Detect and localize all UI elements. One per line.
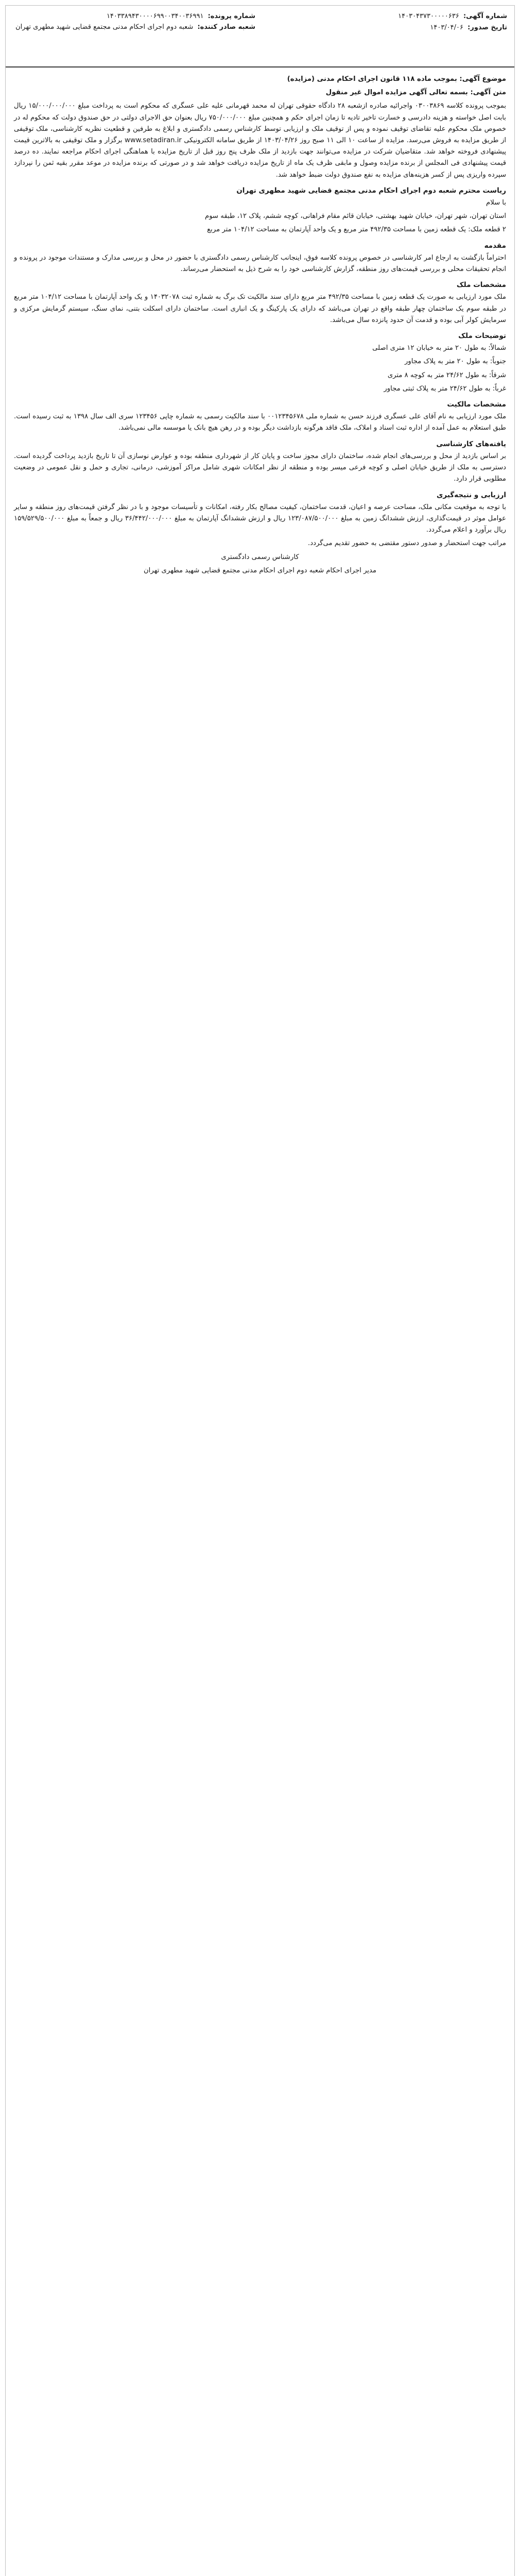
notice-number-row (265, 11, 507, 22)
sender-row (13, 22, 255, 32)
issue-date-label: تاریخ صدور: (467, 24, 507, 31)
intro-paragraph: بموجب پرونده کلاسه ۰۳۰۰۳۸۶۹ واجرائیه صادره ازشعبه ۲۸ دادگاه حقوقی تهران له محمد قهرمانی علیه علی عسگری که محکوم است به پرداخت مبلغ ۱۵/۰۰۰/۰۰۰/۰۰۰ ریال بابت اصل خواسته و هزینه دادرسی و خسارت تاخیر تادیه تا زمان اجرای حکم و همچنین مبلغ ۷۵۰/۰۰۰/۰۰۰ ریال بعنوان حق الاجرای دولتی در حق صندوق دولت که محکوم له در خصوص ملک محکوم علیه تقاضای توقیف نموده و پس از توقیف ملک و ارزیابی توسط کارشناس رسمی دادگستری و ابلاغ به طرفین و قطعیت نظریه کارشناسی، ملک توقیفی از طریق مزایده به فروش می‌رسد. مزایده از ساعت ۱۰ الی ۱۱ صبح روز ۱۴۰۳/۰۴/۲۶ از طریق سامانه الکترونیکی www.setadiran.ir برگزار و ملک توقیفی به بالاترین قیمت پیشنهادی فروخته خواهد شد. متقاضیان شرکت در مزایده می‌توانند جهت بازدید از ملک ظرف پنج روز قبل از تاریخ مزایده با هماهنگی اجرای احکام مراجعه نمایند. ده درصد قیمت پیشنهادی فی المجلس از برنده مزایده وصول و مابقی ظرف یک ماه از تاریخ مزایده دریافت خواهد شد و در صورتی که برنده مزایده در موعد مقرر بقیه ثمن را نپردازد سپرده واریزی پس از کسر هزینه‌های مزایده به نفع صندوق دولت ضبط خواهد شد. (14, 102, 507, 179)
final-note: مدیر اجرای احکام شعبه دوم اجرای احکام مدنی مجتمع قضایی شهید مطهری تهران (143, 566, 377, 574)
boundary-line: غرباً: به طول ۲۴/۶۲ متر به پلاک ثبتی مجاور (384, 384, 506, 393)
issue-date-value: ۱۴۰۳/۰۴/۰۶ (430, 24, 463, 31)
intro-body: احتراماً بازگشت به ارجاع امر کارشناسی در خصوص پرونده کلاسه فوق، اینجانب کارشناس رسمی دادگستری با حضور در محل و بررسی مدارک و مستندات موجود در پرونده و انجام تحقیقات محلی و بررسی قیمت‌های روز منطقه، گزارش کارشناسی خود را به شرح ذیل به استحضار می‌رساند. (14, 253, 506, 274)
heading-intro: مقدمه (484, 241, 506, 250)
heading-property: مشخصات ملک (456, 281, 506, 290)
findings-body: بر اساس بازدید از محل و بررسی‌های انجام شده، ساختمان دارای مجوز ساخت و پایان کار از شهرداری منطقه بوده و عوارض نوسازی آن تا تاریخ بازدید پرداخت گردیده است. دسترسی به ملک از طریق خیابان اصلی و کوچه فرعی میسر بوده و منطقه از نظر امکانات شهری شامل مراکز آموزشی، درمانی، تجاری و حمل و نقل عمومی در وضعیت مطلوبی قرار دارد. (14, 452, 506, 483)
heading-description: توضیحات ملک (458, 332, 506, 341)
heading-valuation: ارزیابی و نتیجه‌گیری (437, 490, 506, 499)
header-right-column (265, 11, 507, 62)
document-page (5, 5, 515, 2576)
issue-date-row (265, 22, 507, 33)
notice-text-label: متن آگهی: بسمه تعالی آگهی مزایده اموال غیر منقول (325, 89, 506, 97)
court-title: ریاست محترم شعبه دوم اجرای احکام مدنی مجتمع قضایی شهید مطهری تهران (236, 186, 506, 195)
valuation-body: با توجه به موقعیت مکانی ملک، مساحت عرصه و اعیان، قدمت ساختمان، کیفیت مصالح بکار رفته، امکانات و تأسیسات موجود و با در نظر گرفتن قیمت‌های روز منطقه و سایر عوامل موثر در قیمت‌گذاری، ارزش ششدانگ زمین به مبلغ ۱۲۳/۰۸۷/۵۰۰/۰۰۰ ریال و ارزش ششدانگ آپارتمان به مبلغ ۳۶/۴۴۲/۰۰۰/۰۰۰ ریال و جمعاً به مبلغ ۱۵۹/۵۲۹/۵۰۰/۰۰۰ ریال برآورد و اعلام می‌گردد. (14, 503, 506, 534)
sender-value: شعبه دوم اجرای احکام مدنی مجتمع قضایی شهید مطهری تهران (15, 23, 194, 31)
document-body (6, 67, 514, 584)
item-line: ۲ قطعه ملک: یک قطعه زمین با مساحت ۴۹۲/۳۵ متر مربع و یک واحد آپارتمان به مساحت ۱۰۴/۱۲ متر مربع (207, 226, 506, 234)
boundary-line: جنوباً: به طول ۲۰ متر به پلاک مجاور (405, 358, 506, 366)
sender-label: شعبه صادر کننده: (197, 23, 255, 31)
header-left-column (13, 11, 255, 62)
heading-ownership: مشخصات مالکیت (447, 400, 506, 409)
closing-line: مراتب جهت استحضار و صدور دستور مقتضی به حضور تقدیم می‌گردد. (308, 539, 506, 548)
ownership-body: ملک مورد ارزیابی به نام آقای علی عسگری فرزند حسن به شماره ملی ۰۰۱۲۳۴۵۶۷۸ با سند مالکیت رسمی به شماره چاپی ۱۲۳۴۵۶ سری الف سال ۱۳۹۸ به ثبت رسیده است. طبق استعلام به عمل آمده از اداره ثبت اسناد و املاک، ملک فاقد هرگونه بازداشت دیگر بوده و در رهن هیچ بانک یا موسسه مالی نمی‌باشد. (14, 413, 507, 432)
expert-signature-label: کارشناس رسمی دادگستری (221, 553, 299, 561)
file-number-row (13, 11, 255, 22)
boundary-line: شرقاً: به طول ۲۴/۶۲ متر به کوچه ۸ متری (387, 371, 506, 379)
property-body: ملک مورد ارزیابی به صورت یک قطعه زمین با مساحت ۴۹۲/۳۵ متر مربع دارای سند مالکیت تک برگ به شماره ثبت ۱۴۰۳۲۰۷۸ و یک واحد آپارتمان با مساحت ۱۰۴/۱۲ متر مربع در طبقه سوم یک ساختمان چهار طبقه واقع در تهران می‌باشد که دارای یک پارکینگ و یک انباری است. ساختمان دارای اسکلت بتنی، نمای سنگ، سیستم گرمایش مرکزی و سرمایش کولر آبی بوده و قدمت آن حدود پانزده سال می‌باشد. (14, 293, 506, 324)
boundary-line: شمالاً: به طول ۲۰ متر به خیابان ۱۲ متری اصلی (372, 344, 506, 352)
heading-findings: یافته‌های کارشناسی (436, 439, 506, 448)
document-header (6, 6, 514, 67)
file-number-label: شماره پرونده: (207, 12, 255, 20)
address-line: استان تهران، شهر تهران، خیابان شهید بهشتی، خیابان قائم مقام فراهانی، کوچه ششم، پلاک ۱۲، طبقه سوم (205, 212, 506, 221)
notice-subject: موضوع آگهی: بموجب ماده ۱۱۸ قانون اجرای احکام مدنی (مزایده) (287, 75, 506, 83)
notice-number-value: ۱۴۰۳۰۴۳۷۳۰۰۰۰۰۶۳۶ (398, 12, 459, 20)
file-number-value: ۱۴۰۳۳۸۹۴۳۰۰۰۰۶۹۹۰۰۳۴۰۰۳۶۹۹۱ (106, 12, 204, 20)
notice-number-label: شماره آگهی: (463, 12, 507, 20)
greeting: با سلام (486, 199, 506, 207)
